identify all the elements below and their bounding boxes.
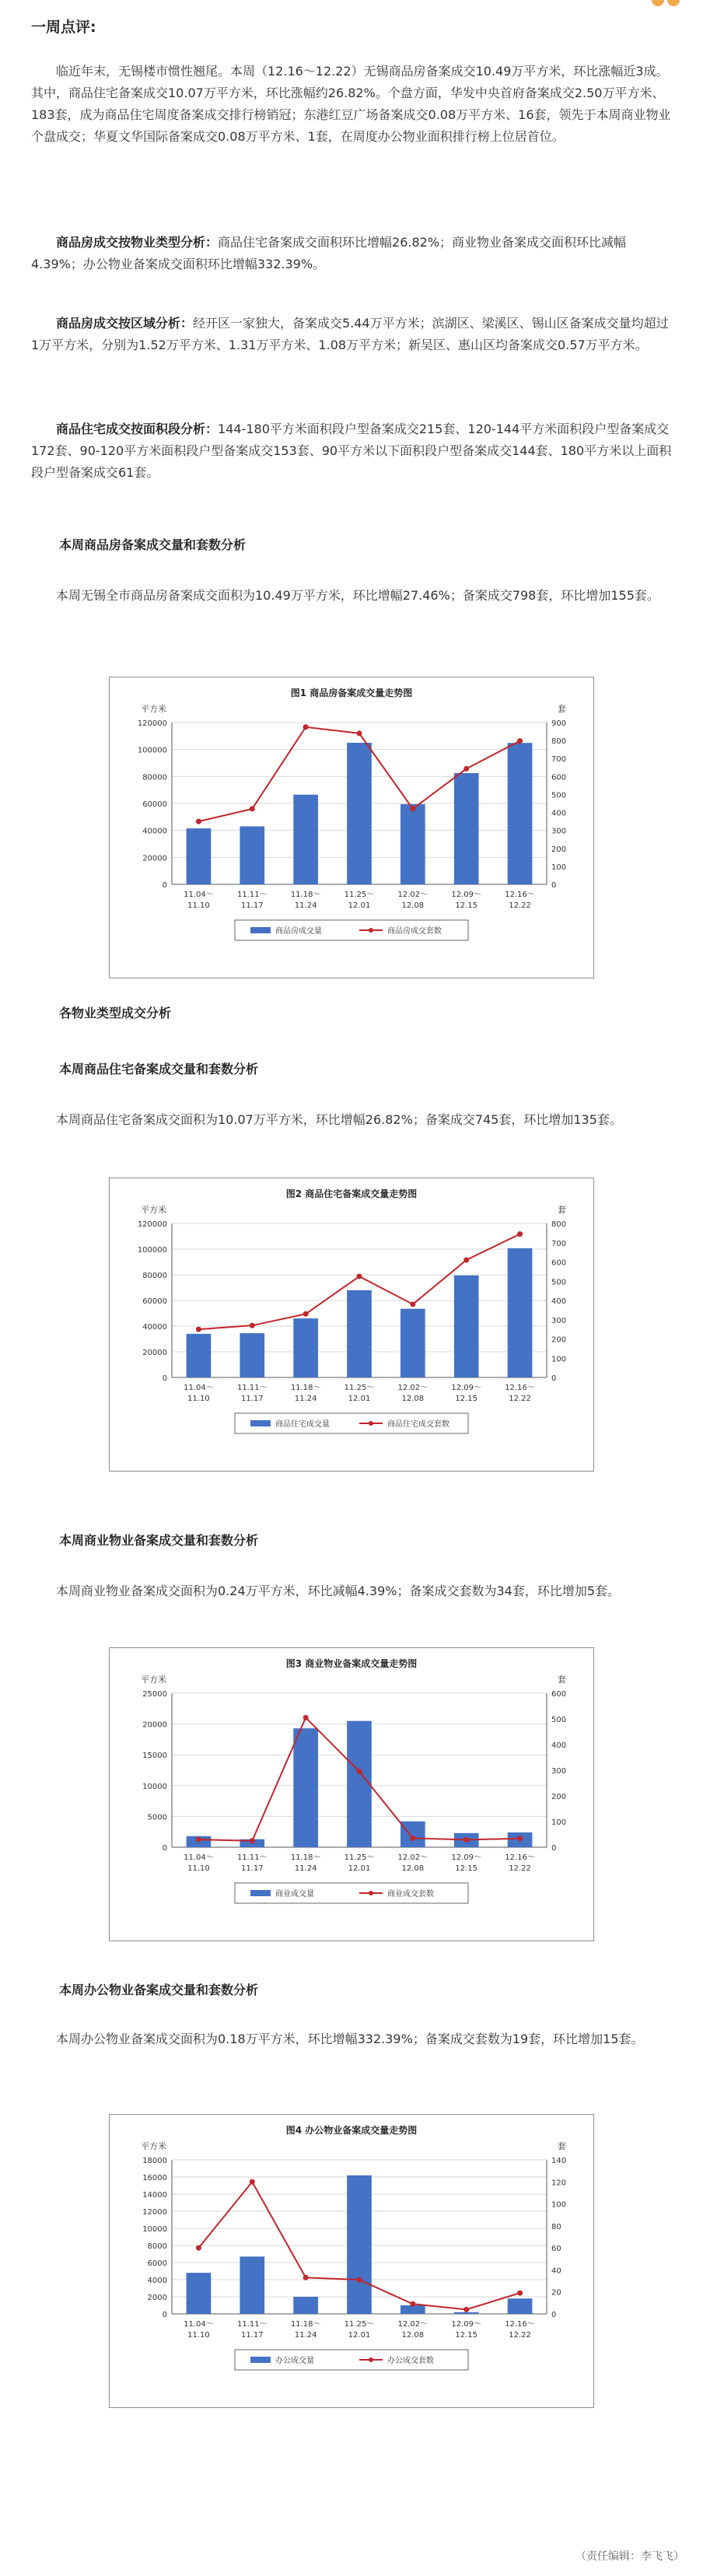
legend-swatch-bar — [250, 1890, 271, 1896]
x-tick-label: 11.18～ — [290, 2320, 321, 2329]
x-tick-label: 11.10 — [187, 1395, 210, 1403]
x-tick-label: 11.18～ — [290, 1853, 321, 1862]
x-tick-label: 11.11～ — [236, 1853, 268, 1862]
chart-1 — [109, 677, 594, 978]
x-tick-label: 11.18～ — [290, 891, 321, 899]
y2-tick-label: 700 — [551, 1239, 567, 1248]
y2-tick-label: 400 — [551, 809, 567, 818]
line-point — [517, 1836, 523, 1841]
y2-tick-label: 300 — [551, 827, 567, 836]
x-tick-label: 12.09～ — [451, 1853, 482, 1862]
line-point — [303, 1715, 309, 1720]
bar — [187, 828, 212, 884]
chart-title: 图3 商业物业备案成交量走势图 — [285, 1658, 418, 1669]
x-tick-label: 12.02～ — [397, 891, 428, 899]
paragraph-label: 商品房成交按区域分析： — [56, 316, 194, 331]
x-tick-label: 11.17 — [240, 901, 264, 910]
bar — [293, 1728, 318, 1847]
line-point — [517, 738, 523, 744]
y-tick-label: 20000 — [142, 1349, 167, 1357]
line-point — [303, 1311, 309, 1317]
x-tick-label: 11.24 — [294, 1864, 317, 1873]
region-paragraph — [31, 313, 672, 356]
bar — [454, 2312, 479, 2314]
legend-label: 商品住宅成交套数 — [387, 1420, 449, 1429]
bar — [240, 826, 264, 884]
weekly-review-heading: 一周点评: — [31, 19, 96, 36]
y-axis-label: 平方米 — [141, 704, 166, 714]
x-tick-label: 11.10 — [187, 2331, 210, 2340]
chart-4-svg — [110, 2115, 593, 2407]
y2-tick-label: 140 — [551, 2157, 567, 2165]
chart-title: 图1 商品房备案成交量走势图 — [290, 688, 413, 698]
x-tick-label: 11.17 — [240, 1395, 264, 1403]
y2-tick-label: 300 — [551, 1316, 567, 1325]
x-tick-label: 12.15 — [455, 2331, 478, 2340]
x-tick-label: 12.09～ — [451, 1384, 482, 1392]
y-tick-label: 80000 — [142, 773, 167, 782]
x-tick-label: 12.01 — [348, 1395, 371, 1403]
line-point — [410, 1836, 415, 1841]
x-tick-label: 12.02～ — [397, 2320, 428, 2329]
legend-swatch-marker — [369, 1891, 373, 1895]
y-tick-label: 40000 — [142, 1323, 167, 1332]
y-tick-label: 6000 — [147, 2259, 167, 2268]
legend-swatch-marker — [369, 2357, 373, 2362]
section-title-office: 本周办公物业备案成交量和套数分析 — [59, 1983, 259, 1997]
y2-axis-label: 套 — [558, 1675, 566, 1685]
y-tick-label: 20000 — [142, 854, 167, 863]
y2-tick-label: 600 — [551, 1690, 567, 1699]
line-point — [463, 1258, 469, 1263]
y2-tick-label: 100 — [551, 1355, 567, 1364]
paragraph-text: 商品住宅备案成交面积环比增幅26.82%；商业物业备案成交面积环比减幅4.39%；办公物业备案成交面积环比增幅332.39%。 — [31, 235, 627, 271]
line-point — [250, 806, 255, 811]
bar — [347, 1290, 372, 1377]
chart-2-svg — [110, 1178, 593, 1471]
bar — [508, 1248, 533, 1377]
y2-tick-label: 200 — [551, 1335, 567, 1345]
x-tick-label: 11.24 — [294, 2331, 317, 2340]
x-tick-label: 12.08 — [401, 1864, 425, 1873]
chart-3 — [109, 1647, 594, 1941]
x-tick-label: 11.11～ — [236, 891, 268, 899]
legend-swatch-bar — [250, 927, 271, 933]
paragraph-text: 经开区一家独大，备案成交5.44万平方米；滨湖区、梁溪区、锡山区备案成交量均超过1万平方米，分别为1.52万平方米、1.31万平方米、1.08万平方米；新吴区、惠山区均备案成交0.57万平方米。 — [31, 316, 669, 352]
y-tick-label: 120000 — [137, 1220, 167, 1229]
line-point — [410, 2301, 415, 2307]
bar — [347, 743, 372, 884]
line-point — [357, 730, 362, 736]
x-tick-label: 11.04～ — [184, 1853, 214, 1862]
decoration-dot — [667, 0, 680, 6]
y-tick-label: 100000 — [137, 746, 167, 755]
x-tick-label: 11.11～ — [236, 1384, 268, 1392]
section-title-property-types: 各物业类型成交分析 — [59, 1006, 172, 1020]
x-tick-label: 12.15 — [455, 1864, 478, 1873]
x-tick-label: 11.10 — [187, 1864, 210, 1873]
bar — [400, 1309, 425, 1377]
y2-tick-label: 800 — [551, 737, 567, 747]
paragraph-label: 商品房成交按物业类型分析： — [56, 235, 219, 250]
y-tick-label: 5000 — [147, 1813, 167, 1822]
line-point — [517, 2291, 523, 2296]
y2-tick-label: 500 — [551, 1278, 567, 1287]
y2-tick-label: 900 — [551, 719, 567, 728]
y-tick-label: 25000 — [142, 1690, 167, 1699]
x-tick-label: 11.17 — [240, 1864, 264, 1873]
x-tick-label: 11.04～ — [184, 1384, 214, 1392]
chart-3-svg — [110, 1648, 593, 1941]
y-tick-label: 60000 — [142, 1297, 167, 1306]
legend-swatch-bar — [250, 2357, 271, 2363]
legend-label: 商业成交套数 — [387, 1890, 434, 1899]
y-axis-label: 平方米 — [141, 1205, 166, 1215]
x-tick-label: 12.09～ — [451, 891, 482, 899]
bar — [187, 1334, 212, 1377]
x-tick-label: 12.16～ — [505, 891, 535, 899]
y-tick-label: 12000 — [142, 2208, 167, 2217]
line-point — [250, 2179, 255, 2185]
decoration-dot — [652, 0, 664, 6]
line-point — [463, 2307, 469, 2312]
legend-label: 商业成交量 — [275, 1890, 314, 1899]
y-tick-label: 0 — [162, 2311, 167, 2319]
x-tick-label: 12.08 — [401, 901, 425, 910]
x-tick-label: 12.02～ — [397, 1384, 428, 1392]
y-tick-label: 18000 — [142, 2157, 167, 2165]
y2-tick-label: 800 — [551, 1220, 567, 1229]
line-point — [303, 724, 309, 730]
line-point — [196, 1327, 201, 1332]
review-paragraph: 临近年末，无锡楼市惯性翘尾。本周（12.16～12.22）无锡商品房备案成交10.49万平方米，环比涨幅近3成。其中，商品住宅备案成交10.07万平方米，环比涨幅约26.82%。个盘方面，华发中央首府备案成交2.50万平方米、183套，成为商品住宅周度备案成交排行榜销冠；东港红豆广场备案成交0.08万平方米、16套，领先于本周商业物业个盘成交；华夏文华国际备案成交0.08万平方米、1套，在周度办公物业面积排行榜上位居首位。 — [31, 64, 671, 144]
y-tick-label: 0 — [162, 1374, 167, 1383]
x-tick-label: 12.08 — [401, 2331, 425, 2340]
legend-swatch-bar — [250, 1420, 271, 1426]
line-point — [410, 806, 415, 811]
y2-tick-label: 300 — [551, 1767, 567, 1776]
y2-tick-label: 400 — [551, 1297, 567, 1306]
section-title-residential: 本周商品住宅备案成交量和套数分析 — [59, 1062, 259, 1076]
y2-tick-label: 500 — [551, 791, 567, 800]
legend-swatch-marker — [369, 928, 373, 933]
x-tick-label: 12.16～ — [505, 2320, 535, 2329]
line-point — [196, 1837, 201, 1843]
y-tick-label: 0 — [162, 881, 167, 890]
section-text-office: 本周办公物业备案成交面积为0.18万平方米，环比增幅332.39%；备案成交套数为19套，环比增加15套。 — [56, 2032, 644, 2046]
y2-tick-label: 100 — [551, 1818, 567, 1827]
line-point — [196, 2245, 201, 2251]
y-tick-label: 10000 — [142, 1782, 167, 1791]
y2-axis-label: 套 — [558, 1205, 566, 1215]
x-tick-label: 12.09～ — [451, 2320, 482, 2329]
x-tick-label: 12.22 — [509, 1864, 531, 1873]
editor-credit: （责任编辑：李飞飞） — [575, 2550, 684, 2563]
y2-tick-label: 600 — [551, 1258, 567, 1268]
chart-title: 图4 办公物业备案成交量走势图 — [285, 2125, 418, 2136]
section-title-commercial: 本周商业物业备案成交量和套数分析 — [59, 1533, 259, 1548]
bar — [454, 1276, 479, 1377]
x-tick-label: 12.01 — [348, 901, 371, 910]
y-tick-label: 16000 — [142, 2174, 167, 2182]
property-type-paragraph — [31, 232, 672, 275]
x-tick-label: 11.17 — [240, 2331, 264, 2340]
bar — [400, 1822, 425, 1847]
y2-tick-label: 600 — [551, 773, 567, 782]
legend-swatch-marker — [369, 1421, 373, 1426]
y2-tick-label: 100 — [551, 2200, 567, 2210]
y2-tick-label: 0 — [551, 2311, 557, 2319]
line-point — [250, 1323, 255, 1328]
y-axis-label: 平方米 — [141, 1675, 166, 1685]
bar — [240, 1333, 264, 1377]
area-segment-paragraph — [31, 418, 672, 484]
y2-tick-label: 200 — [551, 1793, 567, 1801]
legend-label: 商品住宅成交量 — [275, 1420, 330, 1429]
x-tick-label: 11.04～ — [184, 2320, 214, 2329]
y-tick-label: 2000 — [147, 2294, 167, 2302]
bar — [454, 773, 479, 884]
y2-tick-label: 40 — [551, 2266, 561, 2276]
y2-tick-label: 0 — [551, 881, 557, 890]
y-tick-label: 40000 — [142, 827, 167, 836]
bar — [508, 2298, 533, 2314]
x-tick-label: 12.01 — [348, 2331, 371, 2340]
y-axis-label: 平方米 — [141, 2141, 166, 2151]
x-tick-label: 11.24 — [294, 1395, 317, 1403]
y-tick-label: 14000 — [142, 2191, 167, 2200]
line-point — [463, 766, 469, 772]
x-tick-label: 11.25～ — [344, 891, 375, 899]
y2-tick-label: 0 — [551, 1844, 557, 1853]
legend-label: 办公成交套数 — [387, 2357, 434, 2365]
line-point — [303, 2275, 309, 2280]
chart-1-svg — [110, 677, 593, 978]
x-tick-label: 12.08 — [401, 1395, 425, 1403]
line-point — [517, 1231, 523, 1237]
y2-tick-label: 700 — [551, 755, 567, 765]
bar — [508, 743, 533, 884]
line-point — [357, 1769, 362, 1774]
x-tick-label: 11.25～ — [344, 1384, 375, 1392]
bar — [400, 804, 425, 884]
paragraph-text: 144-180平方米面积段户型备案成交215套、120-144平方米面积段户型备案成交172套、90-120平方米面积段户型备案成交153套、90平方米以下面积段户型备案成交144套、180平方米以上面积段户型备案成交61套。 — [31, 422, 672, 480]
x-tick-label: 11.11～ — [236, 2320, 268, 2329]
y-tick-label: 10000 — [142, 2225, 167, 2234]
y-tick-label: 15000 — [142, 1752, 167, 1761]
y2-tick-label: 80 — [551, 2222, 561, 2231]
legend-label: 商品房成交套数 — [387, 927, 442, 936]
bar — [347, 1721, 372, 1847]
line-point — [250, 1838, 255, 1843]
bar — [347, 2175, 372, 2314]
y2-tick-label: 0 — [551, 1374, 557, 1383]
y2-axis-label: 套 — [558, 704, 566, 714]
line-point — [410, 1301, 415, 1307]
y2-tick-label: 100 — [551, 863, 567, 872]
y-tick-label: 60000 — [142, 800, 167, 809]
line-point — [463, 1837, 469, 1843]
x-tick-label: 11.10 — [187, 901, 210, 910]
y-tick-label: 100000 — [137, 1246, 167, 1255]
bar — [293, 1318, 318, 1377]
x-tick-label: 12.01 — [348, 1864, 371, 1873]
legend-label: 商品房成交量 — [275, 927, 322, 936]
chart-title: 图2 商品住宅备案成交量走势图 — [285, 1188, 418, 1199]
y-tick-label: 80000 — [142, 1272, 167, 1280]
paragraph-label: 商品住宅成交按面积段分析： — [56, 422, 219, 436]
bar — [293, 2297, 318, 2314]
section-text-residential: 本周商品住宅备案成交面积为10.07万平方米，环比增幅26.82%；备案成交745套，环比增加135套。 — [56, 1112, 622, 1127]
x-tick-label: 12.15 — [455, 901, 478, 910]
section-text-commercial-housing: 本周无锡全市商品房备案成交面积为10.49万平方米，环比增幅27.46%；备案成交798套，环比增加155套。 — [56, 588, 659, 603]
x-tick-label: 11.24 — [294, 901, 317, 910]
x-tick-label: 12.02～ — [397, 1853, 428, 1862]
x-tick-label: 12.15 — [455, 1395, 478, 1403]
line-point — [357, 2277, 362, 2283]
bar — [187, 2273, 212, 2314]
x-tick-label: 11.25～ — [344, 2320, 375, 2329]
bar — [240, 2256, 264, 2314]
line-point — [196, 819, 201, 824]
chart-2 — [109, 1178, 594, 1472]
y2-tick-label: 20 — [551, 2288, 561, 2298]
y-tick-label: 120000 — [137, 719, 167, 728]
x-tick-label: 11.18～ — [290, 1384, 321, 1392]
x-tick-label: 12.22 — [509, 901, 531, 910]
section-text-commercial: 本周商业物业备案成交面积为0.24万平方米，环比减幅4.39%；备案成交套数为34套，环比增加5套。 — [56, 1584, 620, 1598]
y2-axis-label: 套 — [558, 2141, 566, 2151]
line-point — [357, 1274, 362, 1279]
x-tick-label: 11.25～ — [344, 1853, 375, 1862]
x-tick-label: 12.22 — [509, 1395, 531, 1403]
y-tick-label: 0 — [162, 1844, 167, 1853]
y2-tick-label: 120 — [551, 2179, 567, 2188]
x-tick-label: 12.16～ — [505, 1384, 535, 1392]
y2-tick-label: 60 — [551, 2245, 561, 2254]
y-tick-label: 20000 — [142, 1720, 167, 1730]
legend-label: 办公成交量 — [275, 2357, 314, 2365]
y2-tick-label: 400 — [551, 1741, 567, 1750]
y2-tick-label: 200 — [551, 845, 567, 854]
y-tick-label: 4000 — [147, 2277, 167, 2285]
y-tick-label: 8000 — [147, 2242, 167, 2251]
bar — [293, 795, 318, 884]
section-title-commercial-housing: 本周商品房备案成交量和套数分析 — [59, 537, 247, 552]
x-tick-label: 12.22 — [509, 2331, 531, 2340]
x-tick-label: 12.16～ — [505, 1853, 535, 1862]
x-tick-label: 11.04～ — [184, 891, 214, 899]
chart-4 — [109, 2114, 594, 2408]
y2-tick-label: 500 — [551, 1716, 567, 1724]
